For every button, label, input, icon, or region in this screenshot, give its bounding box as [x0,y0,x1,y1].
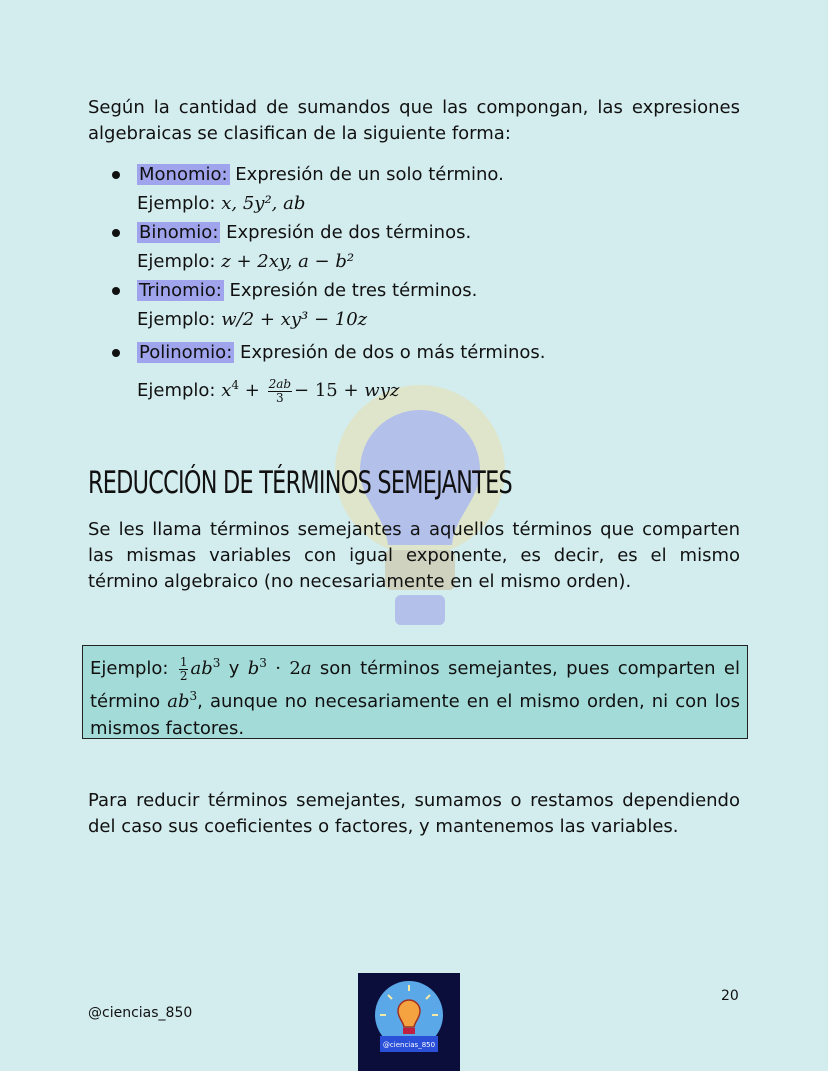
box-text: Ejemplo: [90,658,177,679]
example-label: Ejemplo: [137,309,216,330]
term-description: Expresión de dos o más términos. [234,342,546,363]
section-heading: REDUCCIÓN DE TÉRMINOS SEMEJANTES [88,465,512,501]
footer-handle: @ciencias_850 [88,1005,193,1021]
svg-text:@ciencias_850: @ciencias_850 [382,1041,436,1049]
intro-paragraph: Según la cantidad de sumandos que las compongan, las expresiones algebraicas se clasifican de la siguiente forma: [88,97,740,144]
term-description: Expresión de un solo término. [229,164,504,185]
list-item-monomio [110,160,545,218]
term-label: Monomio: [139,164,228,185]
term-description: Expresión de dos términos. [220,222,472,243]
bullet-icon [112,287,120,295]
page-number: 20 [721,988,739,1004]
expression-list [110,160,545,403]
lightbulb-watermark [330,380,510,640]
math-term-1: $\frac{1}{2}$ $ab^3$ [179,654,221,683]
bullet-icon [112,171,120,179]
example-math: z + 2xy, a − b² [221,251,355,272]
box-text: y [220,658,248,679]
math-term-3: $ab^3$ [167,688,198,712]
brand-logo [358,973,460,1071]
term-label: Trinomio: [139,280,222,301]
example-label: Ejemplo: [137,251,216,272]
term-label: Binomio: [139,222,219,243]
term-description: Expresión de tres términos. [223,280,478,301]
box-text: , aunque no necesariamente en el mismo orden, ni con los mismos factores. [90,690,740,739]
example-math: $x^4$ + $\frac{2ab}{3}$ − 15 + wyz [221,376,400,405]
example-label: Ejemplo: [137,193,216,214]
reduce-paragraph: Para reducir términos semejantes, sumamos o restamos dependiendo del caso sus coeficientes o factores, y mantenemos las variables. [88,790,740,837]
math-term-2: $b^3 \cdot 2a$ [247,656,312,679]
bullet-icon [112,349,120,357]
example-math: w/2 + xy³ − 10z [221,309,368,330]
example-label: Ejemplo: [137,380,216,401]
term-label: Polinomio: [139,342,233,363]
example-box [82,645,748,739]
example-math: x, 5y², ab [221,193,306,214]
list-item-binomio [110,218,545,276]
list-item-polinomio [110,338,545,403]
definition-paragraph: Se les llama términos semejantes a aquellos términos que comparten las mismas variables con igual exponente, es decir, es el mismo término algebraico (no necesariamente en el mismo orden). [88,519,740,592]
list-item-trinomio [110,276,545,334]
bullet-icon [112,229,120,237]
box-text: son términos semejantes, pues comparten el término [90,658,740,712]
